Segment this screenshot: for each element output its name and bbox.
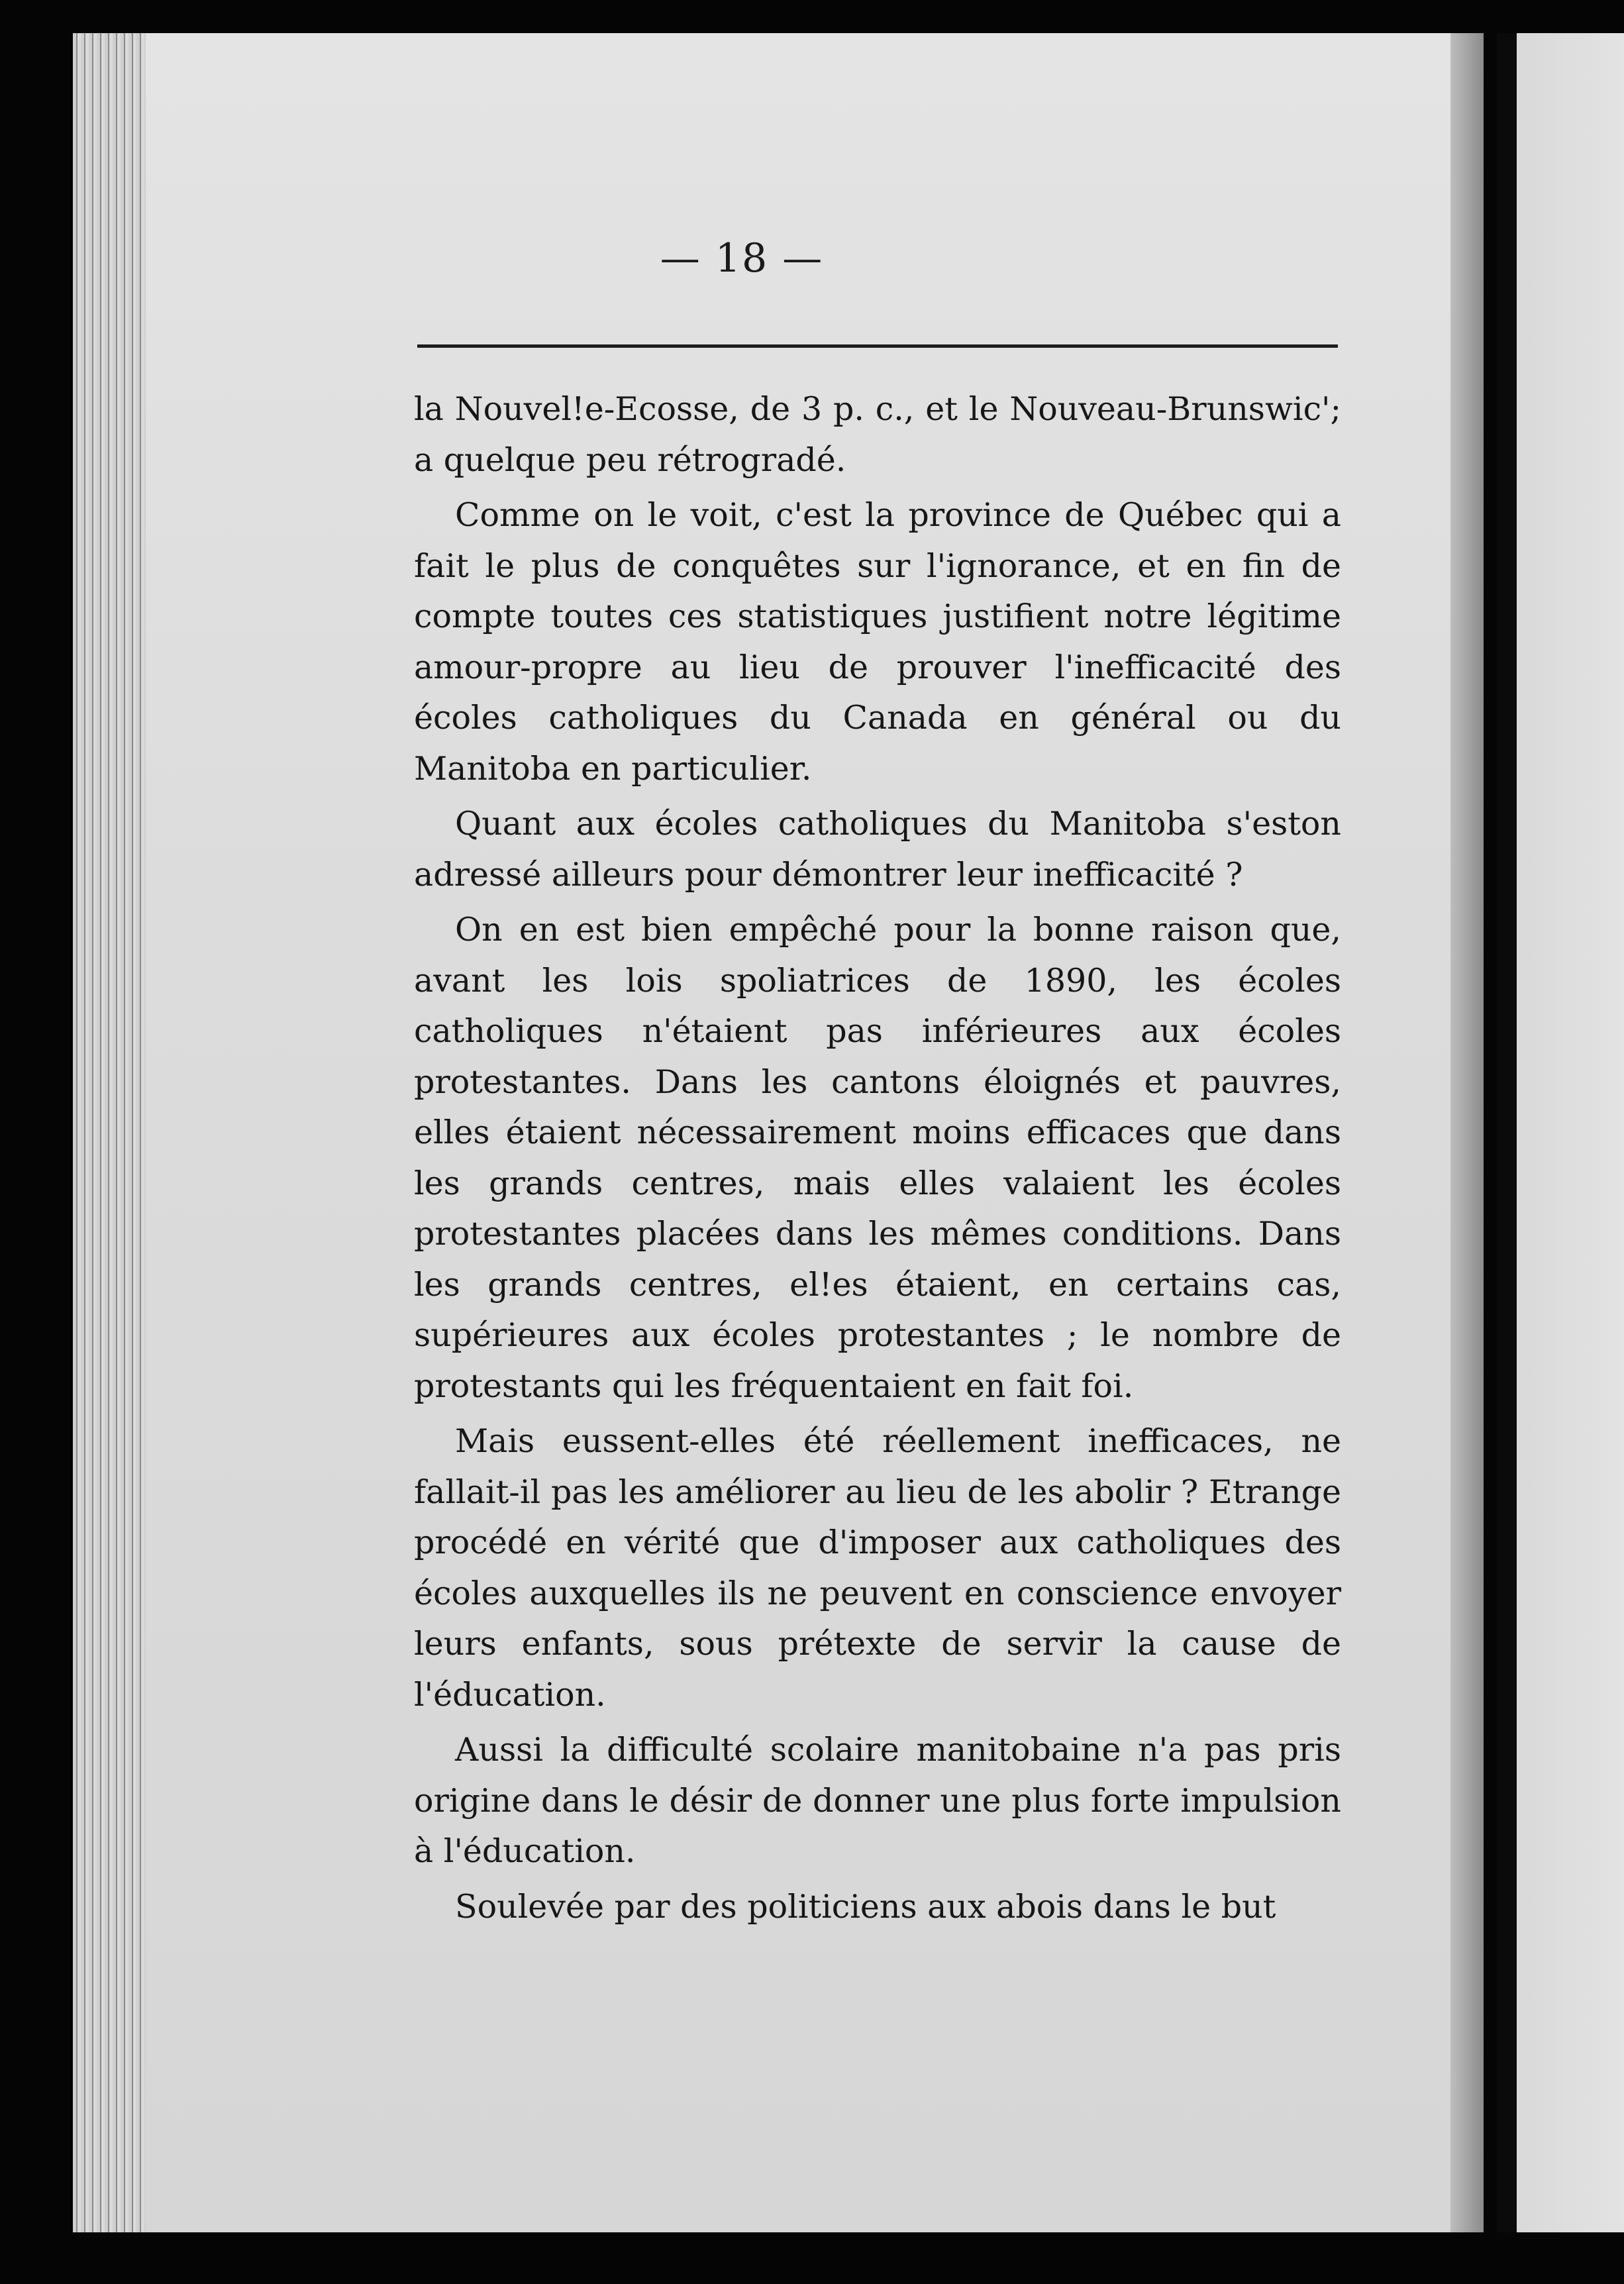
paragraph: Comme on le voit, c'est la province de Québec qui a fait le plus de conquêtes sur l'ignorance, et en fin de compte toutes ces statistiques justifient notre légitime amour-propre au lieu de prouver l'inefficacité des écoles catholiques du Canada en général ou du Manitoba en particulier. xyxy=(414,496,1341,788)
paragraph: Soulevée par des politiciens aux abois dans le but xyxy=(455,1887,1276,1926)
body-text xyxy=(414,384,1341,1932)
header-rule xyxy=(417,344,1338,348)
spine-shadow xyxy=(1450,33,1484,2232)
adjacent-page-edge xyxy=(1497,33,1624,2232)
page-number: — 18 — xyxy=(660,235,824,282)
paragraph: On en est bien empêché pour la bonne raison que, avant les lois spoliatrices de 1890, les écoles catholiques n'étaient pas inférieures aux écoles protestantes. Dans les cantons éloignés et pauvres, elles étaient nécessairement moins efficaces que dans les grands centres, mais elles valaient les écoles protestantes placées dans les mêmes conditions. Dans les grands centres, el!es étaient, en certains cas, supérieures aux écoles protestantes ; le nombre de protestants qui les fréquentaient en fait foi. xyxy=(414,911,1341,1405)
page-stack-edges xyxy=(73,33,146,2232)
paragraph: Quant aux écoles catholiques du Manitoba s'eston adressé ailleurs pour démontrer leur inefficacité ? xyxy=(414,805,1341,894)
paragraph: la Nouvel!e-Ecosse, de 3 p. c., et le Nouveau-Brunswic'; a quelque peu rétrogradé. xyxy=(414,390,1341,479)
paragraph: Mais eussent-elles été réellement inefficaces, ne fallait-il pas les améliorer au lieu de les abolir ? Etrange procédé en vérité que d'imposer aux catholiques des écoles auxquelles ils ne peuvent en conscience envoyer leurs enfants, sous prétexte de servir la cause de l'éducation. xyxy=(414,1422,1341,1714)
paragraph: Aussi la difficulté scolaire manitobaine n'a pas pris origine dans le désir de donner une plus forte impulsion à l'éducation. xyxy=(414,1731,1341,1870)
